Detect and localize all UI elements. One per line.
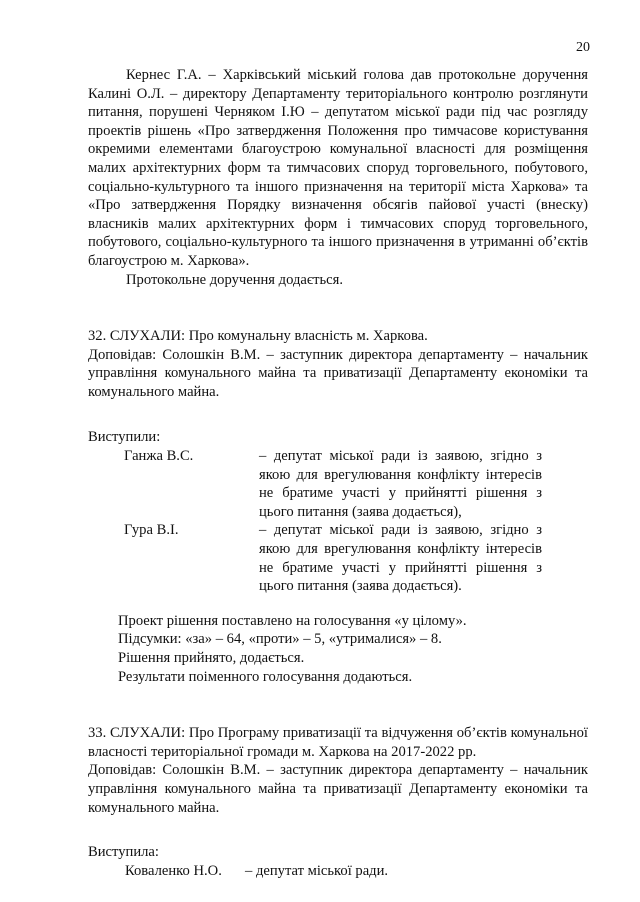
item33-spoke-label: Виступила: bbox=[88, 844, 159, 861]
speaker-name: Коваленко Н.О. bbox=[125, 862, 222, 879]
document-body bbox=[88, 66, 588, 880]
speaker-role: – депутат міської ради із заявою, згідно з якою для врегулювання конфлікту інтересів не братиме участі у прийнятті рішення з цього питання (заява додається), bbox=[259, 448, 542, 520]
agenda-item-33 bbox=[88, 724, 588, 880]
speaker-role: – депутат міської ради. bbox=[245, 862, 389, 879]
item33-reporter: Доповідав: Солошкін В.М. – заступник директора департаменту – начальник управління комунального майна та приватизації Департаменту економіки та комунального майна. bbox=[88, 762, 588, 816]
item32-vote-block bbox=[88, 612, 588, 686]
speaker-entry bbox=[88, 521, 588, 595]
speaker-role: – депутат міської ради із заявою, згідно з якою для врегулювання конфлікту інтересів не братиме участі у прийнятті рішення з цього питання (заява додається). bbox=[259, 522, 542, 595]
item32-reporter: Доповідав: Солошкін В.М. – заступник директора департаменту – начальник управління комунального майна та приватизації Департаменту економіки та комунального майна. bbox=[88, 346, 588, 400]
item33-heard: 33. СЛУХАЛИ: Про Програму приватизації та відчуження об’єктів комунальної власності територіальної громади м. Харкова на 2017-2022 рр. bbox=[88, 725, 588, 760]
item32-speaker-list bbox=[88, 447, 588, 596]
speaker-name: Ганжа В.С. bbox=[124, 448, 194, 465]
page-number: 20 bbox=[576, 40, 590, 55]
speaker-entry bbox=[88, 447, 588, 521]
intro-attached-note: Протокольне доручення додається. bbox=[126, 271, 344, 288]
intro-paragraph: Кернес Г.А. – Харківський міський голова дав протокольне доручення Калині О.Л. – директору Департаменту територіального контролю розглянути питання, порушені Черняком І.Ю – депутатом міської ради під час розгляду проектів рішень «Про затвердження Положення про тимчасове користування окремими елементами благоустрою комунальної власності для розміщення малих архітектурних форм та тимчасових споруд торговельного, побутового, соціально-культурного та іншого призначення на території міста Харкова» та «Про затвердження Порядку визначення обсягів пайової участі (внеску) власників малих архітектурних форм і тимчасових споруд торговельного, побутового, соціально-культурного та іншого призначення в утриманні об’єктів благоустрою м. Харкова». bbox=[88, 67, 588, 269]
item32-roll-call: Результати поіменного голосування додаються. bbox=[118, 668, 413, 685]
item32-spoke-label: Виступили: bbox=[88, 428, 161, 445]
item33-speaker-entry bbox=[88, 862, 588, 881]
item32-vote-totals: Підсумки: «за» – 64, «проти» – 5, «утрималися» – 8. bbox=[118, 631, 442, 648]
speaker-name: Гура В.І. bbox=[124, 522, 179, 539]
item32-heard: 32. СЛУХАЛИ: Про комунальну власність м. Харкова. bbox=[88, 328, 428, 345]
item32-decision: Рішення прийнято, додається. bbox=[118, 650, 305, 667]
item32-vote-put: Проект рішення поставлено на голосування «у цілому». bbox=[118, 612, 467, 629]
agenda-item-32 bbox=[88, 327, 588, 686]
